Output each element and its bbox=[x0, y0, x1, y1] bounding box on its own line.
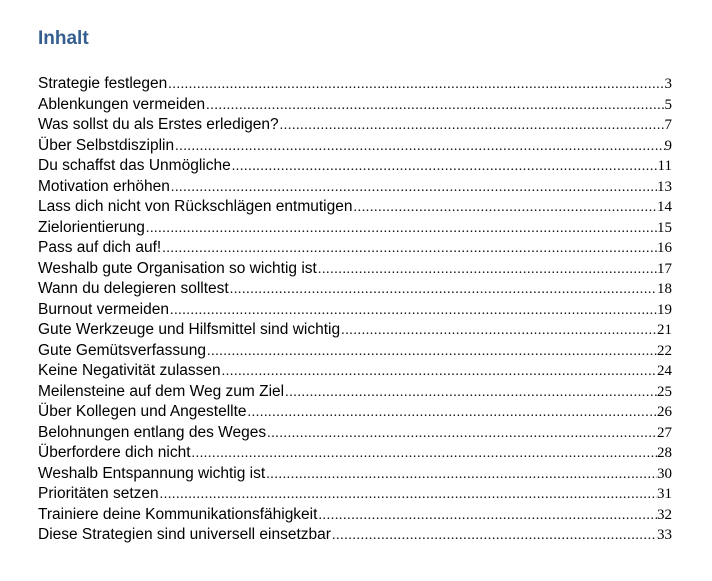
toc-entry-page-number: 17 bbox=[657, 260, 672, 277]
toc-entry[interactable] bbox=[38, 218, 672, 239]
toc-entry-page-number: 33 bbox=[657, 527, 672, 543]
toc-entry-page-number: 28 bbox=[657, 445, 672, 461]
toc-entry-title: Motivation erhöhen bbox=[38, 177, 170, 195]
toc-entry-title: Überfordere dich nicht bbox=[38, 444, 191, 461]
toc-dot-leader bbox=[169, 301, 657, 321]
toc-dot-leader bbox=[340, 321, 657, 341]
toc-entry-title: Was sollst du als Erstes erledigen? bbox=[38, 116, 279, 133]
toc-dot-leader bbox=[317, 260, 657, 280]
toc-entry-title: Ablenkungen vermeiden bbox=[38, 95, 206, 113]
toc-entry-title: Zielorientierung bbox=[38, 218, 145, 236]
toc-entry[interactable] bbox=[38, 443, 672, 464]
toc-entry[interactable] bbox=[38, 197, 672, 218]
toc-entry-page-number: 26 bbox=[657, 404, 672, 420]
toc-dot-leader bbox=[174, 137, 664, 157]
toc-entry-page-number: 3 bbox=[664, 76, 672, 92]
toc-entry[interactable] bbox=[38, 525, 672, 546]
toc-entry-title: Lass dich nicht von Rückschlägen entmutigen bbox=[38, 198, 353, 215]
toc-entry[interactable] bbox=[38, 484, 672, 505]
toc-dot-leader bbox=[159, 485, 657, 505]
toc-dot-leader bbox=[221, 362, 657, 382]
toc-dot-leader bbox=[170, 178, 657, 198]
toc-entry[interactable] bbox=[38, 156, 672, 177]
toc-entry-page-number: 30 bbox=[657, 465, 672, 482]
toc-entry-page-number: 16 bbox=[657, 240, 672, 256]
toc-entry-title: Strategie festlegen bbox=[38, 75, 168, 92]
toc-entry-title: Diese Strategien sind universell einsetzbar bbox=[38, 526, 331, 543]
toc-entry[interactable] bbox=[38, 505, 672, 526]
toc-entry[interactable] bbox=[38, 300, 672, 321]
toc-entry[interactable] bbox=[38, 402, 672, 423]
toc-entry-page-number: 21 bbox=[657, 322, 672, 338]
toc-entry-page-number: 7 bbox=[664, 117, 672, 133]
toc-dot-leader bbox=[191, 444, 658, 464]
toc-dot-leader bbox=[229, 280, 657, 300]
toc-entry-title: Pass auf dich auf! bbox=[38, 239, 162, 256]
toc-entry-page-number: 5 bbox=[664, 96, 672, 113]
toc-dot-leader bbox=[206, 342, 657, 362]
toc-entry-page-number: 14 bbox=[657, 199, 672, 215]
toc-dot-leader bbox=[205, 96, 664, 116]
toc-dot-leader bbox=[353, 198, 658, 218]
toc-entry-page-number: 15 bbox=[657, 219, 672, 236]
toc-entry[interactable] bbox=[38, 115, 672, 136]
toc-entry-title: Wann du delegieren solltest bbox=[38, 280, 229, 297]
toc-dot-leader bbox=[161, 239, 657, 259]
toc-entry-page-number: 32 bbox=[657, 506, 672, 523]
toc-entry[interactable] bbox=[38, 177, 672, 198]
toc-entry-page-number: 18 bbox=[657, 281, 672, 297]
toc-entry-title: Burnout vermeiden bbox=[38, 300, 169, 318]
toc-entry-title: Meilensteine auf dem Weg zum Ziel bbox=[38, 382, 285, 400]
toc-entry[interactable] bbox=[38, 382, 672, 403]
toc-entry[interactable] bbox=[38, 361, 672, 382]
toc-entry[interactable] bbox=[38, 279, 672, 300]
toc-heading: Inhalt bbox=[38, 28, 89, 49]
toc-entry-title: Du schaffst das Unmögliche bbox=[38, 157, 231, 174]
toc-entry[interactable] bbox=[38, 464, 672, 485]
toc-dot-leader bbox=[331, 526, 657, 546]
toc-entry[interactable] bbox=[38, 74, 672, 95]
toc-entry-title: Über Kollegen und Angestellte bbox=[38, 403, 247, 420]
toc-entry[interactable] bbox=[38, 136, 672, 157]
toc-entry-page-number: 25 bbox=[657, 383, 672, 400]
toc-entry-page-number: 9 bbox=[664, 137, 672, 154]
toc-entry[interactable] bbox=[38, 423, 672, 444]
toc-entry-page-number: 31 bbox=[657, 486, 672, 502]
toc-entry-title: Weshalb gute Organisation so wichtig ist bbox=[38, 259, 317, 277]
toc-entry-title: Belohnungen entlang des Weges bbox=[38, 423, 267, 441]
toc-entry-page-number: 27 bbox=[657, 424, 672, 441]
toc-dot-leader bbox=[317, 506, 657, 526]
toc-entry[interactable] bbox=[38, 238, 672, 259]
toc-entry-page-number: 22 bbox=[657, 342, 672, 359]
toc-entry-page-number: 13 bbox=[657, 178, 672, 195]
toc-entry-page-number: 19 bbox=[657, 301, 672, 318]
toc-entry-title: Gute Werkzeuge und Hilfsmittel sind wichtig bbox=[38, 321, 341, 338]
toc-entry-page-number: 11 bbox=[657, 158, 672, 174]
toc-entry-page-number: 24 bbox=[657, 363, 672, 379]
toc-dot-leader bbox=[231, 157, 658, 177]
toc-dot-leader bbox=[266, 424, 657, 444]
toc-dot-leader bbox=[167, 75, 664, 95]
toc-dot-leader bbox=[279, 116, 665, 136]
toc-entry-title: Gute Gemütsverfassung bbox=[38, 341, 206, 359]
toc-entry-title: Weshalb Entspannung wichtig ist bbox=[38, 464, 266, 482]
toc-entry-title: Über Selbstdisziplin bbox=[38, 136, 175, 154]
toc-dot-leader bbox=[247, 403, 657, 423]
toc-entry-title: Prioritäten setzen bbox=[38, 485, 159, 502]
toc-entry-title: Keine Negativität zulassen bbox=[38, 362, 221, 379]
toc-list bbox=[38, 74, 672, 546]
toc-entry[interactable] bbox=[38, 341, 672, 362]
toc-entry[interactable] bbox=[38, 95, 672, 116]
toc-entry-title: Trainiere deine Kommunikationsfähigkeit bbox=[38, 505, 318, 523]
toc-dot-leader bbox=[145, 219, 657, 239]
toc-dot-leader bbox=[284, 383, 657, 403]
toc-entry[interactable] bbox=[38, 320, 672, 341]
toc-entry[interactable] bbox=[38, 259, 672, 280]
toc-dot-leader bbox=[265, 465, 657, 485]
